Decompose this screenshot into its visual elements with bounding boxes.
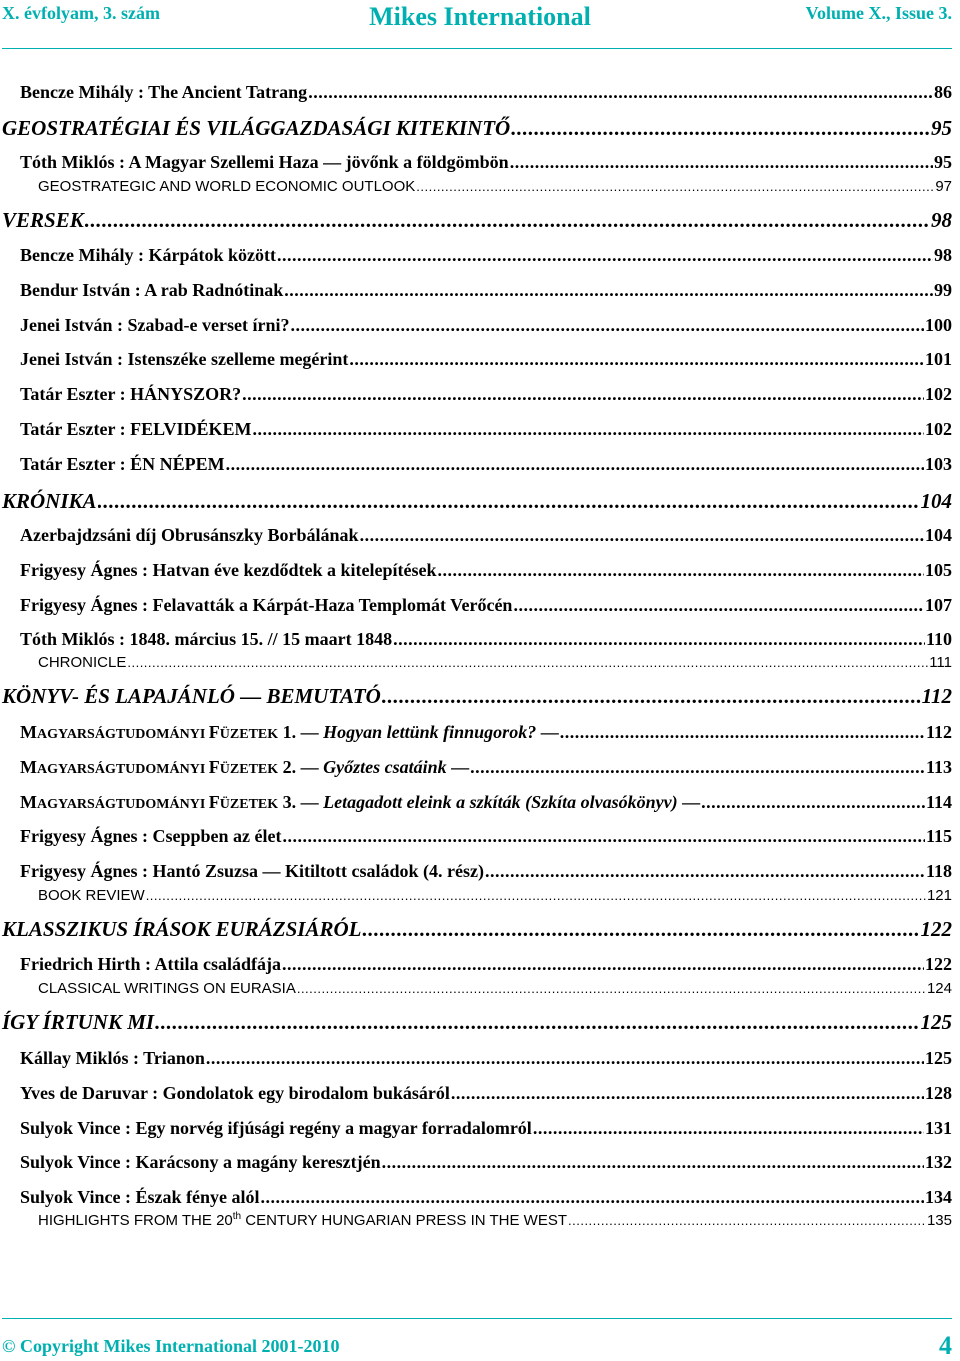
toc-entry[interactable]: [0, 525, 952, 546]
leader-dots: [98, 489, 920, 514]
series-initial: M: [20, 722, 37, 742]
toc-entry-title: Jenei István : Istenszéke szelleme megérint: [20, 349, 349, 369]
toc-entry[interactable]: [0, 654, 952, 671]
leader-dots: [485, 861, 925, 882]
toc-entry-title: Yves de Daruvar : Gondolatok egy birodalom bukásáról: [20, 1083, 450, 1103]
header-issue-en: Volume X., Issue 3.: [805, 3, 952, 23]
toc-page-number: 98: [934, 245, 952, 265]
toc-entry-title: Frigyesy Ágnes : Hatvan éve kezdődtek a kitelepítések: [20, 560, 437, 580]
toc-entry-title: KÖNYV- ÉS LAPAJÁNLÓ — BEMUTATÓ: [2, 684, 381, 708]
series-number: 1. —: [278, 722, 324, 742]
toc-entry[interactable]: [0, 722, 952, 743]
leader-dots: [127, 655, 928, 670]
leader-dots: [701, 792, 925, 813]
toc-entry[interactable]: [0, 595, 952, 616]
toc-page-number: 122: [925, 954, 952, 974]
series-name-smallcaps: AGYARSÁGTUDOMÁNYI: [37, 727, 209, 742]
title-dash: —: [446, 757, 470, 777]
leader-dots: [282, 954, 924, 975]
toc-entry-title: [38, 1211, 567, 1229]
toc-entry[interactable]: [0, 489, 952, 514]
book-title: Letagadott eleink a szkíták (Szkíta olvasókönyv): [323, 792, 678, 812]
toc-page-number: 97: [935, 178, 952, 195]
leader-dots: [155, 1010, 919, 1035]
footer-page-number: 4: [939, 1331, 952, 1360]
toc-entry-title: KRÓNIKA: [2, 489, 97, 513]
toc-entry[interactable]: [0, 152, 952, 173]
header-rule: [2, 48, 952, 49]
series-number: 3. —: [278, 792, 324, 812]
toc-entry[interactable]: [0, 116, 952, 141]
toc-entry[interactable]: [0, 684, 952, 709]
toc-entry-title: Tóth Miklós : 1848. március 15. // 15 maart 1848: [20, 629, 393, 649]
toc-page-number: 112: [925, 722, 952, 742]
toc-entry[interactable]: [0, 887, 952, 904]
leader-dots: [513, 595, 924, 616]
footer-copyright: © Copyright Mikes International 2001-2010: [2, 1336, 340, 1356]
toc-page-number: 95: [934, 152, 952, 172]
toc-page-number: 107: [925, 595, 952, 615]
leader-dots: [382, 1152, 924, 1173]
toc-page-number: 122: [920, 917, 952, 941]
leader-dots: [226, 454, 924, 475]
toc-entry[interactable]: [0, 178, 952, 195]
series-initial: F: [208, 722, 220, 742]
toc-page-number: 125: [920, 1010, 952, 1034]
title-part: HIGHLIGHTS FROM THE 20: [38, 1212, 233, 1229]
toc-entry[interactable]: [0, 826, 952, 847]
toc-entry[interactable]: [0, 954, 952, 975]
series-name-smallcaps: AGYARSÁGTUDOMÁNYI: [37, 797, 209, 812]
toc-entry-title: Azerbajdzsáni díj Obrusánszky Borbálának: [20, 525, 359, 545]
toc-page-number: 131: [925, 1118, 952, 1138]
toc-entry[interactable]: [0, 1187, 952, 1208]
toc-entry[interactable]: [0, 82, 952, 103]
toc-page-number: 103: [925, 454, 952, 474]
leader-dots: [533, 1118, 924, 1139]
toc-page-number: 128: [925, 1083, 952, 1103]
toc-entry-title: Tatár Eszter : HÁNYSZOR?: [20, 384, 242, 404]
leader-dots: [284, 280, 933, 301]
toc-entry[interactable]: [0, 629, 952, 650]
toc-page-number: 104: [925, 525, 952, 545]
toc-entry-title: GEOSTRATEGIC AND WORLD ECONOMIC OUTLOOK: [38, 178, 416, 195]
toc-entry-title: Kállay Miklós : Trianon: [20, 1048, 205, 1068]
toc-page-number: 135: [926, 1212, 952, 1229]
toc-page-number: 95: [931, 116, 952, 140]
leader-dots: [206, 1048, 924, 1069]
ordinal-superscript: th: [232, 1211, 242, 1222]
toc-entry-title: Sulyok Vince : Egy norvég ifjúsági regény a magyar forradalomról: [20, 1118, 532, 1138]
leader-dots: [393, 629, 925, 650]
toc-entry-title: [20, 722, 559, 743]
leader-dots: [85, 208, 930, 233]
toc-page-number: 132: [925, 1152, 952, 1172]
toc-page-number: 114: [925, 792, 952, 812]
series-initial: M: [20, 757, 37, 777]
toc-entry-title: Frigyesy Ágnes : Hantó Zsuzsa — Kitiltott családok (4. rész): [20, 861, 484, 881]
toc-entry-title: Frigyesy Ágnes : Felavatták a Kárpát-Haza Templomát Verőcén: [20, 595, 513, 615]
leader-dots: [297, 981, 926, 996]
leader-dots: [560, 722, 925, 743]
series-initial: F: [208, 757, 220, 777]
toc-entry-title: KLASSZIKUS ÍRÁSOK EURÁZSIÁRÓL: [2, 917, 362, 941]
leader-dots: [261, 1187, 924, 1208]
toc-entry-title: Sulyok Vince : Észak fénye alól: [20, 1187, 260, 1207]
toc-entry-title: GEOSTRATÉGIAI ÉS VILÁGGAZDASÁGI KITEKINTŐ: [2, 116, 511, 140]
leader-dots: [242, 384, 924, 405]
toc-entry-title: VERSEK: [2, 208, 84, 232]
leader-dots: [416, 179, 934, 194]
toc-page-number: 105: [925, 560, 952, 580]
series-number: 2. —: [278, 757, 324, 777]
toc-page-number: 98: [931, 208, 952, 232]
toc-entry-title: Frigyesy Ágnes : Cseppben az élet: [20, 826, 282, 846]
header-journal-title: Mikes International: [369, 2, 591, 31]
toc-entry[interactable]: [0, 280, 952, 301]
toc-entry[interactable]: [0, 1211, 952, 1229]
toc-entry[interactable]: [0, 384, 952, 405]
toc-entry[interactable]: [0, 1010, 952, 1035]
footer-rule: [2, 1318, 952, 1319]
leader-dots: [451, 1083, 924, 1104]
toc-page-number: 101: [925, 349, 952, 369]
toc-entry[interactable]: [0, 208, 952, 233]
toc-entry[interactable]: [0, 792, 952, 813]
title-part: CENTURY HUNGARIAN PRESS IN THE WEST: [241, 1212, 567, 1229]
toc-page-number: 102: [925, 419, 952, 439]
header-issue-hu: X. évfolyam, 3. szám: [2, 3, 160, 23]
toc-entry-title: BOOK REVIEW: [38, 887, 145, 904]
toc-entry-title: Sulyok Vince : Karácsony a magány keresztjén: [20, 1152, 381, 1172]
toc-entry-title: Tóth Miklós : A Magyar Szellemi Haza — jövőnk a földgömbön: [20, 152, 509, 172]
toc-entry[interactable]: [0, 1118, 952, 1139]
toc-page-number: 110: [925, 629, 952, 649]
toc-page-number: 99: [934, 280, 952, 300]
toc-entry[interactable]: [0, 757, 952, 778]
toc-entry-title: Friedrich Hirth : Attila családfája: [20, 954, 281, 974]
toc-entry[interactable]: [0, 1048, 952, 1069]
toc-page-number: 118: [925, 861, 952, 881]
toc-page-number: 100: [925, 315, 952, 335]
toc-entry-title: Bencze Mihály : Kárpátok között: [20, 245, 276, 265]
toc-page-number: 111: [929, 654, 952, 671]
toc-entry[interactable]: [0, 349, 952, 370]
leader-dots: [349, 349, 924, 370]
leader-dots: [511, 116, 930, 141]
toc-page-number: 125: [925, 1048, 952, 1068]
toc-entry-title: [20, 757, 469, 778]
toc-entry[interactable]: [0, 980, 952, 997]
toc-page-number: 104: [920, 489, 952, 513]
toc-entry-title: CLASSICAL WRITINGS ON EURASIA: [38, 980, 296, 997]
series-name-smallcaps: ÜZETEK: [219, 797, 279, 812]
toc-page-number: 124: [926, 980, 952, 997]
toc-page-number: 113: [925, 757, 952, 777]
toc-entry[interactable]: [0, 245, 952, 266]
leader-dots: [253, 419, 924, 440]
book-title: Győztes csatáink: [323, 757, 447, 777]
toc-entry-title: CHRONICLE: [38, 654, 127, 671]
toc-page-number: 102: [925, 384, 952, 404]
toc-entry-title: Bencze Mihály : The Ancient Tatrang: [20, 82, 308, 102]
toc-entry[interactable]: [0, 861, 952, 882]
leader-dots: [362, 917, 919, 942]
leader-dots: [470, 757, 925, 778]
toc-entry-title: Tatár Eszter : FELVIDÉKEM: [20, 419, 252, 439]
series-initial: F: [208, 792, 220, 812]
leader-dots: [146, 888, 926, 903]
leader-dots: [282, 826, 925, 847]
toc-entry[interactable]: [0, 917, 952, 942]
series-name-smallcaps: AGYARSÁGTUDOMÁNYI: [37, 762, 209, 777]
toc-page-number: 115: [925, 826, 952, 846]
toc-entry[interactable]: [0, 419, 952, 440]
toc-entry-title: Tatár Eszter : ÉN NÉPEM: [20, 454, 225, 474]
toc-entry[interactable]: [0, 1083, 952, 1104]
leader-dots: [290, 315, 924, 336]
toc-entry[interactable]: [0, 315, 952, 336]
leader-dots: [360, 525, 924, 546]
series-name-smallcaps: ÜZETEK: [219, 727, 279, 742]
toc-entry-title: [20, 792, 700, 813]
toc-entry[interactable]: [0, 560, 952, 581]
title-dash: —: [677, 792, 701, 812]
toc-entry[interactable]: [0, 454, 952, 475]
toc-entry[interactable]: [0, 1152, 952, 1173]
leader-dots: [277, 245, 933, 266]
toc-page-number: 112: [921, 684, 952, 708]
leader-dots: [308, 82, 933, 103]
toc-page-number: 134: [925, 1187, 952, 1207]
leader-dots: [382, 684, 921, 709]
toc-entry-title: Jenei István : Szabad-e verset írni?: [20, 315, 290, 335]
toc-entry-title: ÍGY ÍRTUNK MI: [2, 1010, 155, 1034]
toc-entry-title: Bendur István : A rab Radnótinak: [20, 280, 284, 300]
toc-page-number: 121: [926, 887, 952, 904]
title-dash: —: [536, 722, 559, 742]
leader-dots: [568, 1213, 926, 1228]
series-name-smallcaps: ÜZETEK: [219, 762, 279, 777]
book-title: Hogyan lettünk finnugorok?: [323, 722, 537, 742]
leader-dots: [510, 152, 933, 173]
toc-page-number: 86: [934, 82, 952, 102]
leader-dots: [437, 560, 924, 581]
series-initial: M: [20, 792, 37, 812]
